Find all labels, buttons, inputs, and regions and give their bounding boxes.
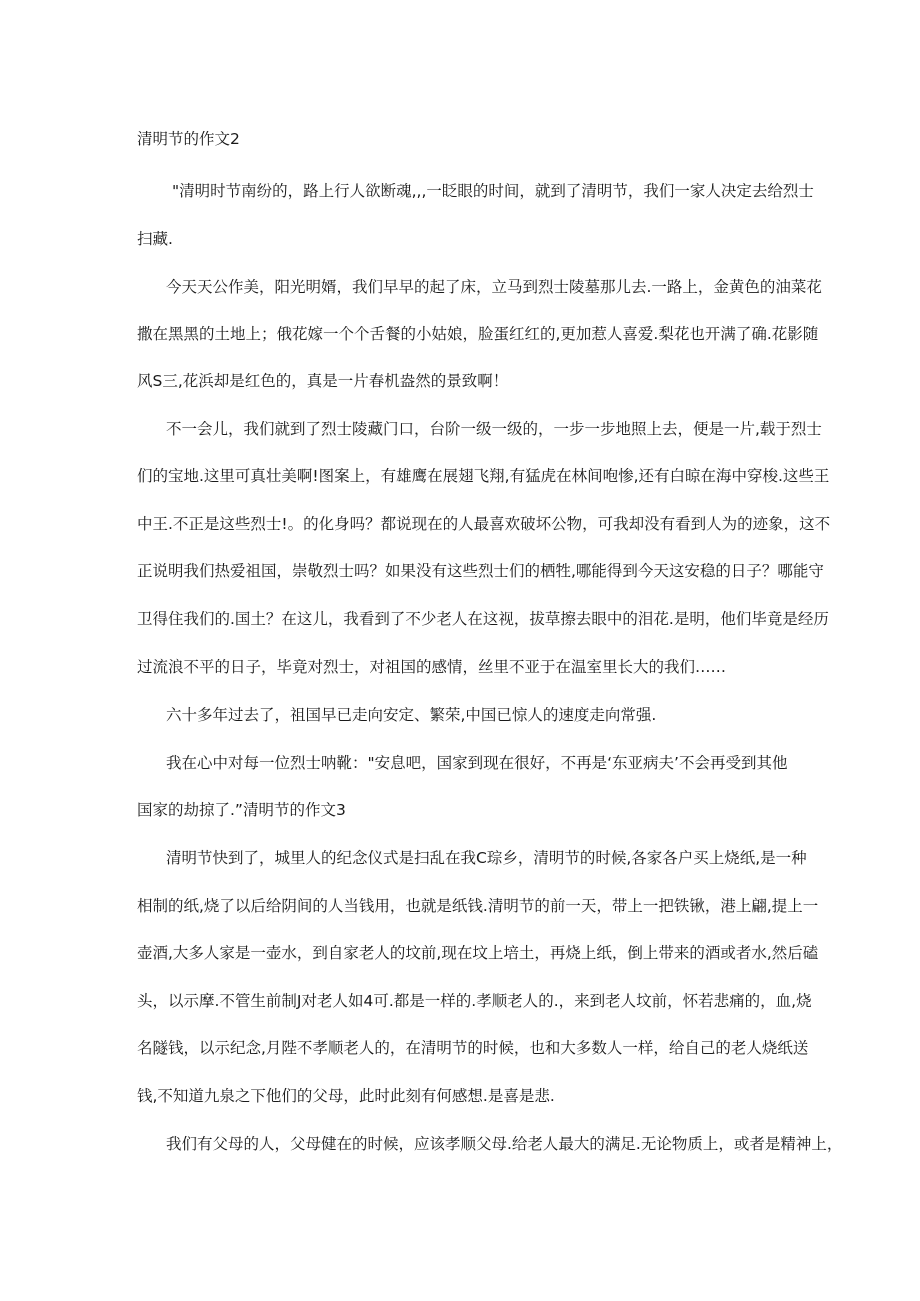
paragraph-line: 扫藏. — [137, 230, 173, 248]
paragraph-line: 正说明我们热爱祖国，崇敬烈士吗？如果没有这些烈士们的栖牲,哪能得到今天这安稳的日子？哪能守 — [137, 562, 824, 580]
paragraph-line: 相制的纸,烧了以后给阴间的人当钱用，也就是纸钱.清明节的前一天，带上一把铁锹，港上翩,提上一 — [137, 897, 819, 915]
paragraph-line: 六十多年过去了，祖国早已走向安定、繁荣,中国已惊人的速度走向常强. — [166, 706, 657, 724]
paragraph-line: 卫得住我们的.国土？在这儿，我看到了不少老人在这视，拔草擦去眼中的泪花.是明，他们毕竟是经历 — [137, 610, 829, 628]
paragraph-line: 钱,不知道九泉之下他们的父母，此时此刻有何感想.是喜是悲. — [137, 1087, 555, 1105]
paragraph-line: 中王.不正是这些烈士!。的化身吗？都说现在的人最喜欢破坏公物，可我却没有看到人为的迹象，这不 — [137, 515, 831, 533]
paragraph-line: 撒在黑黑的土地上；俄花嫁一个个舌餐的小姑娘，脸蛋红红的,更加惹人喜爱.梨花也开满了确.花影随 — [137, 325, 819, 343]
paragraph-line: "清明时节南纷的，路上行人欲断魂,,,一眨眼的时间，就到了清明节，我们一家人决定去给烈士 — [172, 182, 814, 200]
paragraph-line: 风S三,花浜却是红色的，真是一片春机盎然的景致啊！ — [137, 372, 509, 390]
paragraph-line: 今天天公作美，阳光明婿，我们早早的起了床，立马到烈士陵墓那儿去.一路上，金黄色的油菜花 — [166, 278, 822, 296]
paragraph-line: 国家的劫掠了.”清明节的作文3 — [137, 801, 346, 819]
document-title: 清明节的作文2 — [137, 130, 240, 148]
paragraph-line: 不一会儿，我们就到了烈士陵藏门口，台阶一级一级的，一步一步地照上去，便是一片,载于烈士 — [166, 420, 822, 438]
paragraph-line: 们的宝地.这里可真壮美啊!图案上，有雄鹰在展翅飞翔,有猛虎在林间咆惨,还有白晾在海中穿梭.这些王 — [137, 467, 830, 485]
paragraph-line: 我们有父母的人，父母健在的时候，应该孝顺父母.给老人最大的满足.无论物质上，或者是精神上， — [166, 1135, 843, 1153]
paragraph-line: 我在心中对每一位烈士呐靴："安息吧，国家到现在很好，不再是‘东亚病夫’不会再受到其他 — [166, 754, 788, 772]
paragraph-line: 名隧钱，以示纪念,月陛不孝顺老人的，在清明节的时候，也和大多数人一样，给自己的老人烧纸送 — [137, 1039, 809, 1057]
paragraph-line: 过流浪不平的日子，毕竟对烈士，对祖国的感情，丝里不亚于在温室里长大的我们…… — [137, 658, 727, 676]
paragraph-line: 壶酒,大多人家是一壶水，到自家老人的坟前,现在坟上培土，再烧上纸，倒上带来的酒或者水,然后磕 — [137, 944, 819, 962]
paragraph-line: 清明节快到了，城里人的纪念仪式是扫乱在我C琮乡，清明节的时候,各家各户买上烧纸,是一种 — [166, 849, 807, 867]
paragraph-line: 头，以示摩.不管生前制J对老人如4可.都是一样的.孝顺老人的.，来到老人坟前，怀若悲痛的，血,烧 — [137, 992, 812, 1010]
